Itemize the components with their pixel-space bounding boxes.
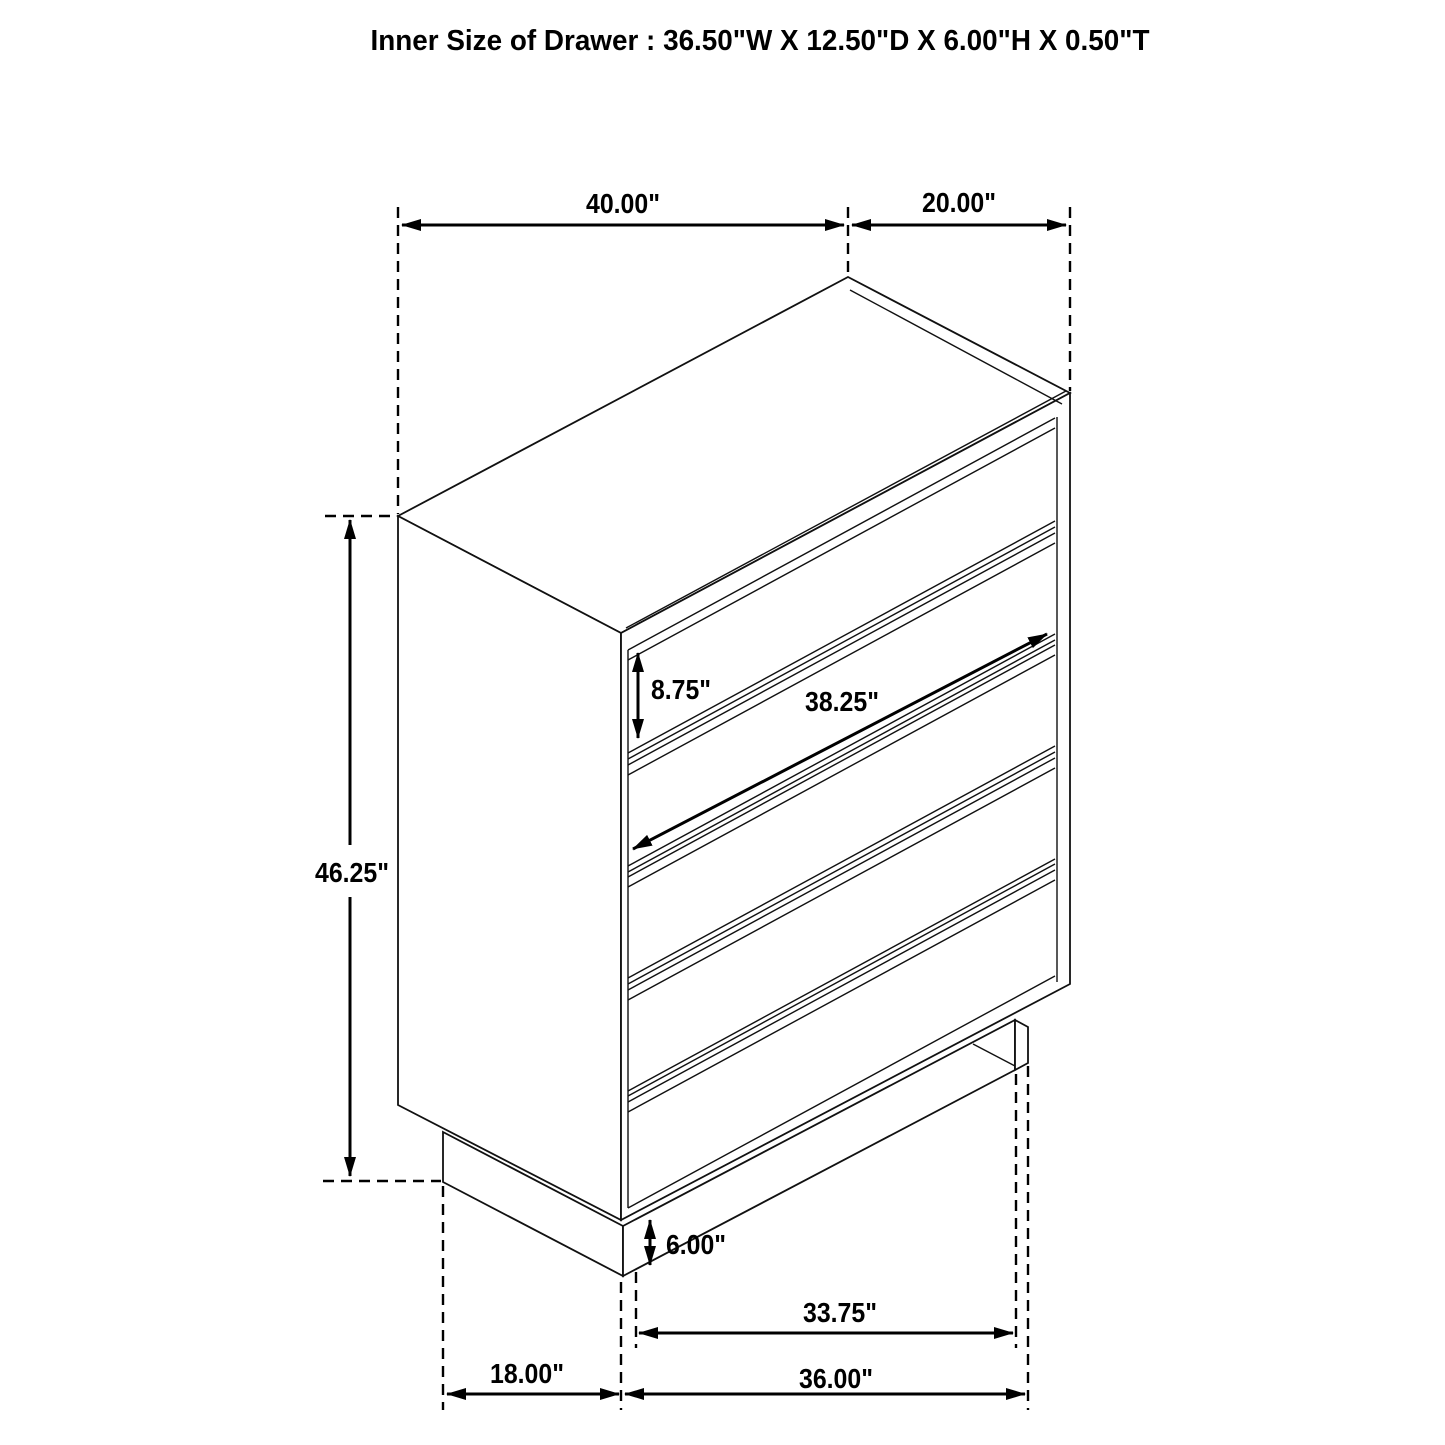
dim-label-cabinet-height: 46.25" bbox=[315, 857, 389, 888]
dim-label-drawer-width: 38.25" bbox=[805, 686, 879, 717]
dim-label-drawer-height: 8.75" bbox=[651, 674, 711, 705]
base-right-leg bbox=[1015, 1020, 1028, 1070]
dim-label-base-height: 6.00" bbox=[666, 1229, 726, 1260]
dim-label-base-width: 36.00" bbox=[799, 1363, 873, 1394]
dim-label-cabinet-depth: 20.00" bbox=[922, 187, 996, 218]
dim-label-cabinet-width: 40.00" bbox=[586, 188, 660, 219]
dim-label-base-inner-width: 33.75" bbox=[803, 1297, 877, 1328]
cabinet-side-face bbox=[398, 516, 621, 1220]
title: Inner Size of Drawer : 36.50"W X 12.50"D X 6.00"H X 0.50"T bbox=[370, 25, 1150, 57]
dim-label-base-depth: 18.00" bbox=[490, 1358, 564, 1389]
